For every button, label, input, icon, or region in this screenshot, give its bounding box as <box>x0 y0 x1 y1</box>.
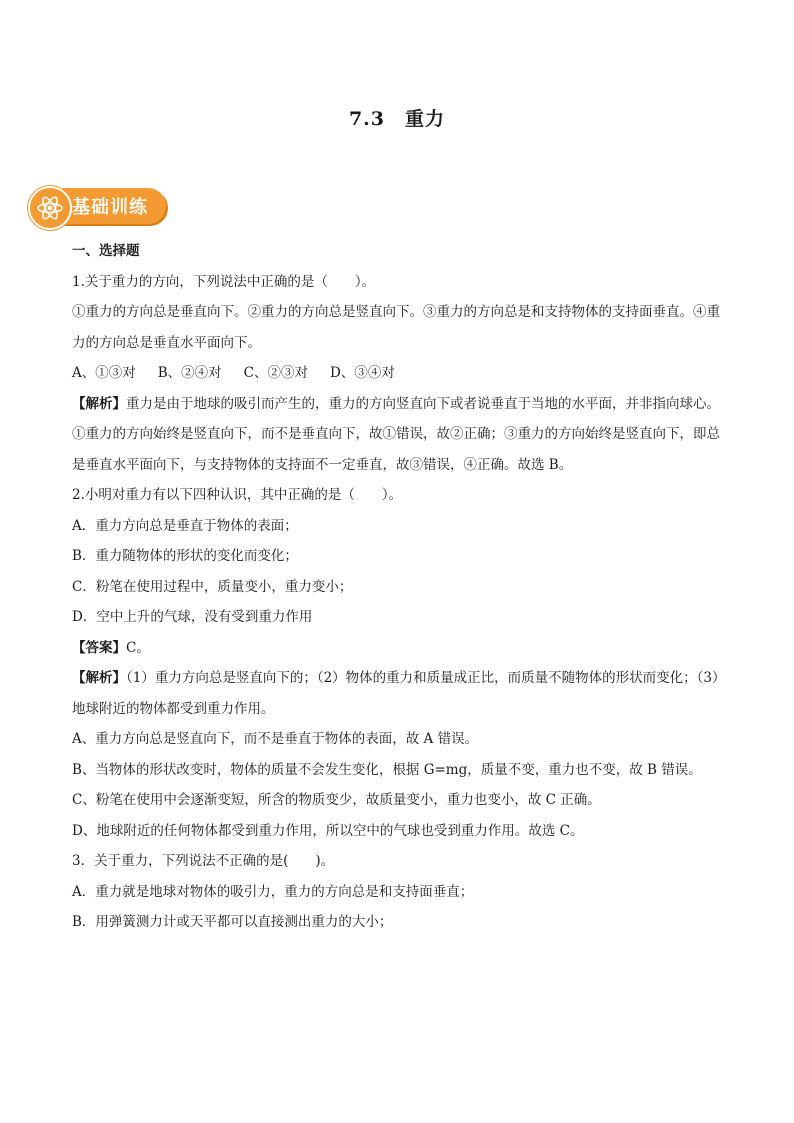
q2-option-a: A．重力方向总是垂直于物体的表面； <box>72 517 298 534</box>
q2-answer-tag: 【答案】 <box>72 639 126 656</box>
q2-option-b: B．重力随物体的形状的变化而变化； <box>72 548 298 564</box>
badge-label: 基础训练 <box>72 197 148 218</box>
q1-options <box>72 358 726 389</box>
q1-statements: ①重力的方向总是垂直向下。②重力的方向总是竖直向下。③重力的方向总是和支持物体的支持面垂直。④重力的方向总是垂直水平面向下。 <box>72 304 720 351</box>
q1-stem: 1.关于重力的方向，下列说法中正确的是（ ）。 <box>72 273 376 290</box>
q2-analysis-c: C、粉笔在使用中会逐渐变短，所含的物质变少，故质量变小，重力也变小，故 C 正确。 <box>72 792 601 808</box>
q2-answer-text: C。 <box>126 639 150 656</box>
q2-analysis-a: A、重力方向总是竖直向下，而不是垂直于物体的表面，故 A 错误。 <box>72 731 479 747</box>
q2-analysis-text: （1）重力方向总是竖直向下的；（2）物体的重力和质量成正比，而质量不随物体的形状而变化；（3）地球附近的物体都受到重力作用。 <box>72 670 726 717</box>
q1-option-c: C、②③对 <box>243 365 309 381</box>
section-badge <box>28 186 168 226</box>
q2-option-c: C．粉笔在使用过程中，质量变小，重力变小； <box>72 578 353 595</box>
q3-option-b: B．用弹簧测力计或天平都可以直接测出重力的大小； <box>72 914 393 930</box>
q3-stem: 3．关于重力，下列说法不正确的是( )。 <box>72 853 335 869</box>
q1-analysis-detail: ①重力的方向始终是竖直向下，而不是垂直向下，故①错误，故②正确；③重力的方向始终是竖直向下，即总是垂直水平面向下，与支持物体的支持面不一定垂直，故③错误，④正确。故选 B。 <box>72 426 720 473</box>
q1-analysis-text: 重力是由于地球的吸引而产生的，重力的方向竖直向下或者说垂直于当地的水平面，并非指向球心。 <box>126 395 720 412</box>
q2-option-d: D．空中上升的气球，没有受到重力作用 <box>72 609 313 625</box>
q2-analysis-tag: 【解析】 <box>72 670 126 686</box>
q2-analysis-d: D、地球附近的任何物体都受到重力作用，所以空中的气球也受到重力作用。故选 C。 <box>72 822 584 839</box>
q3-option-a: A．重力就是地球对物体的吸引力，重力的方向总是和支持面垂直； <box>72 883 474 900</box>
q1-option-b: B、②④对 <box>157 365 222 381</box>
atom-icon <box>28 186 72 230</box>
title-text: 重力 <box>405 108 446 130</box>
q1-analysis-tag: 【解析】 <box>72 395 126 412</box>
q2-answer <box>72 633 726 664</box>
section-heading: 一、选择题 <box>72 243 140 259</box>
title-number: 7.3 <box>348 108 386 130</box>
q2-analysis <box>72 663 726 724</box>
q2-analysis-b: B、当物体的形状改变时，物体的质量不会发生变化，根据 G=mg，质量不变，重力也不变，故 B 错误。 <box>72 761 702 778</box>
q1-analysis <box>72 389 726 420</box>
document-body <box>72 236 726 938</box>
q2-stem: 2.小明对重力有以下四种认识，其中正确的是（ ）。 <box>72 487 403 503</box>
q1-option-a: A、①③对 <box>72 365 136 381</box>
page-title <box>0 104 794 131</box>
q1-option-d: D、③④对 <box>330 365 395 381</box>
